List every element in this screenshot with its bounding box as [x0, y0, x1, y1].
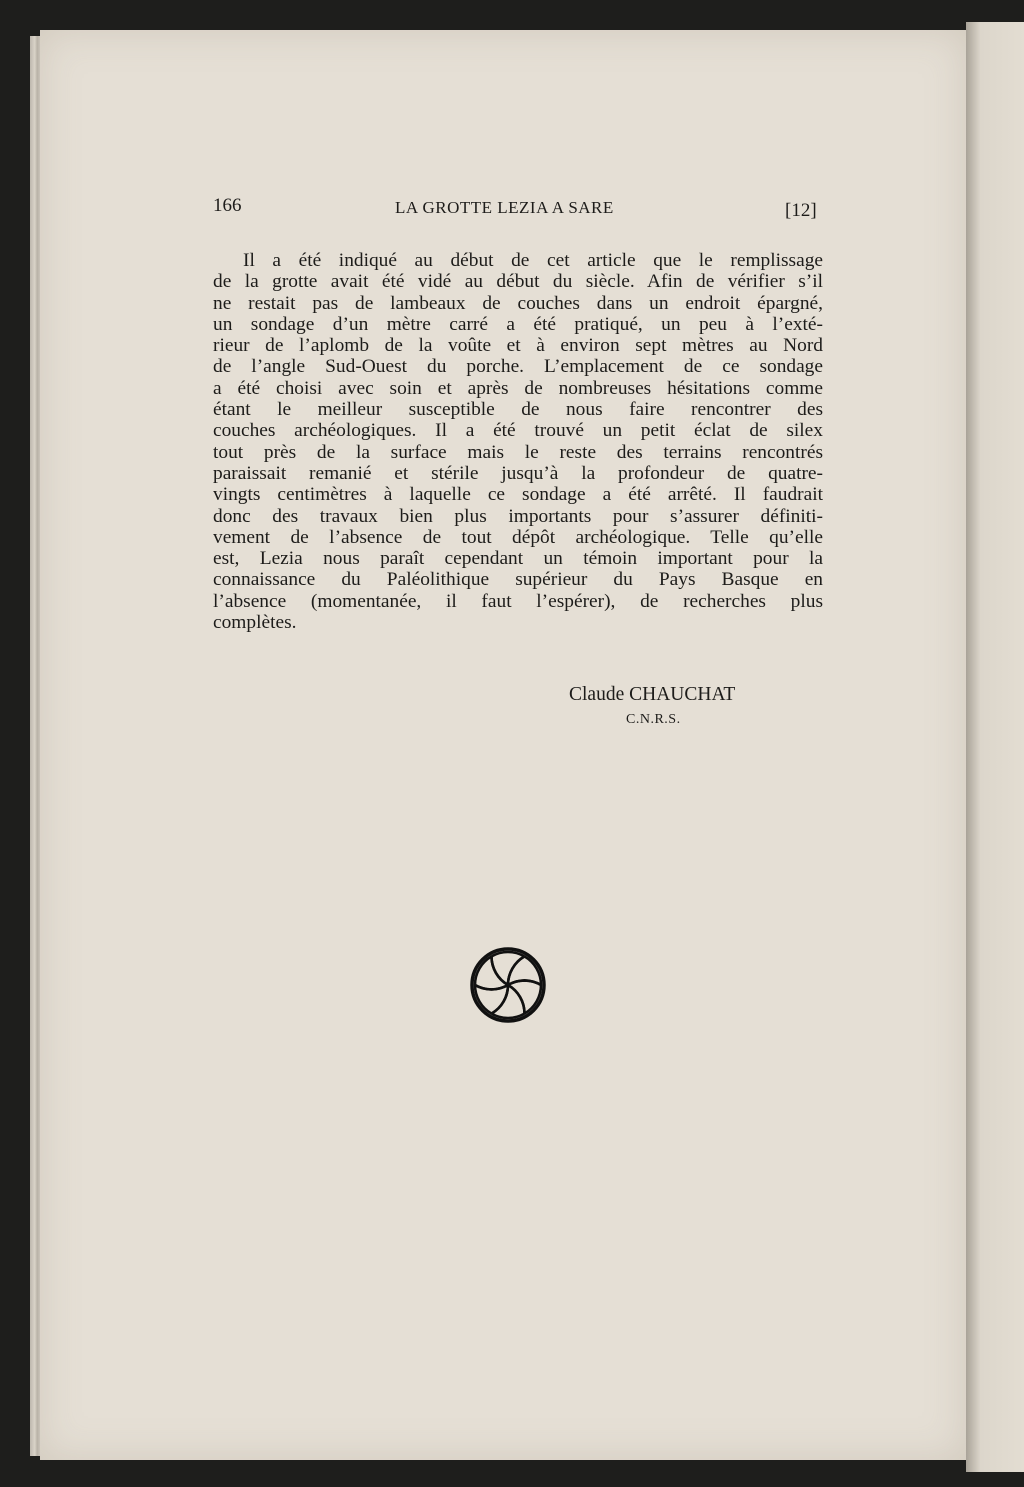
- text-line: Il a été indiqué au début de cet article que le remplissage: [243, 250, 823, 271]
- author-affiliation: C.N.R.S.: [626, 712, 681, 727]
- book-page: [40, 30, 966, 1460]
- text-line: est, Lezia nous paraît cependant un témoin important pour la: [213, 548, 823, 570]
- text-line: tout près de la surface mais le reste des terrains rencontrés: [213, 441, 823, 463]
- text-line: un sondage d’un mètre carré a été pratiqué, un peu à l’exté-: [213, 313, 823, 335]
- page-number: 166: [213, 195, 242, 216]
- text-line: de la grotte avait été vidé au début du siècle. Afin de vérifier s’il: [213, 271, 823, 293]
- text-line: paraissait remanié et stérile jusqu’à la profondeur de quatre-: [213, 462, 823, 484]
- text-line: vement de l’absence de tout dépôt archéologique. Telle qu’elle: [213, 526, 823, 548]
- text-line: vingts centimètres à laquelle ce sondage a été arrêté. Il faudrait: [213, 484, 823, 506]
- rosette-icon: [468, 945, 548, 1025]
- text-line: a été choisi avec soin et après de nombreuses hésitations comme: [213, 377, 823, 399]
- text-line: connaissance du Paléolithique supérieur du Pays Basque en: [213, 569, 823, 591]
- text-line: couches archéologiques. Il a été trouvé un petit éclat de silex: [213, 420, 823, 442]
- author-signature: Claude CHAUCHAT: [569, 684, 736, 705]
- text-line: donc des travaux bien plus importants pour s’assurer définiti-: [213, 505, 823, 527]
- text-line: l’absence (momentanée, il faut l’espérer), de recherches plus: [213, 590, 823, 612]
- text-line: de l’angle Sud-Ouest du porche. L’emplacement de ce sondage: [213, 356, 823, 378]
- text-line: ne restait pas de lambeaux de couches dans un endroit épargné,: [213, 292, 823, 314]
- facing-page-edge: [966, 22, 1024, 1472]
- body-paragraph: [213, 250, 823, 633]
- section-number: [12]: [785, 200, 817, 221]
- text-line: étant le meilleur susceptible de nous faire rencontrer des: [213, 399, 823, 421]
- text-line: rieur de l’aplomb de la voûte et à environ sept mètres au Nord: [213, 335, 823, 357]
- running-title: LA GROTTE LEZIA A SARE: [395, 198, 614, 217]
- text-line: complètes.: [213, 612, 297, 634]
